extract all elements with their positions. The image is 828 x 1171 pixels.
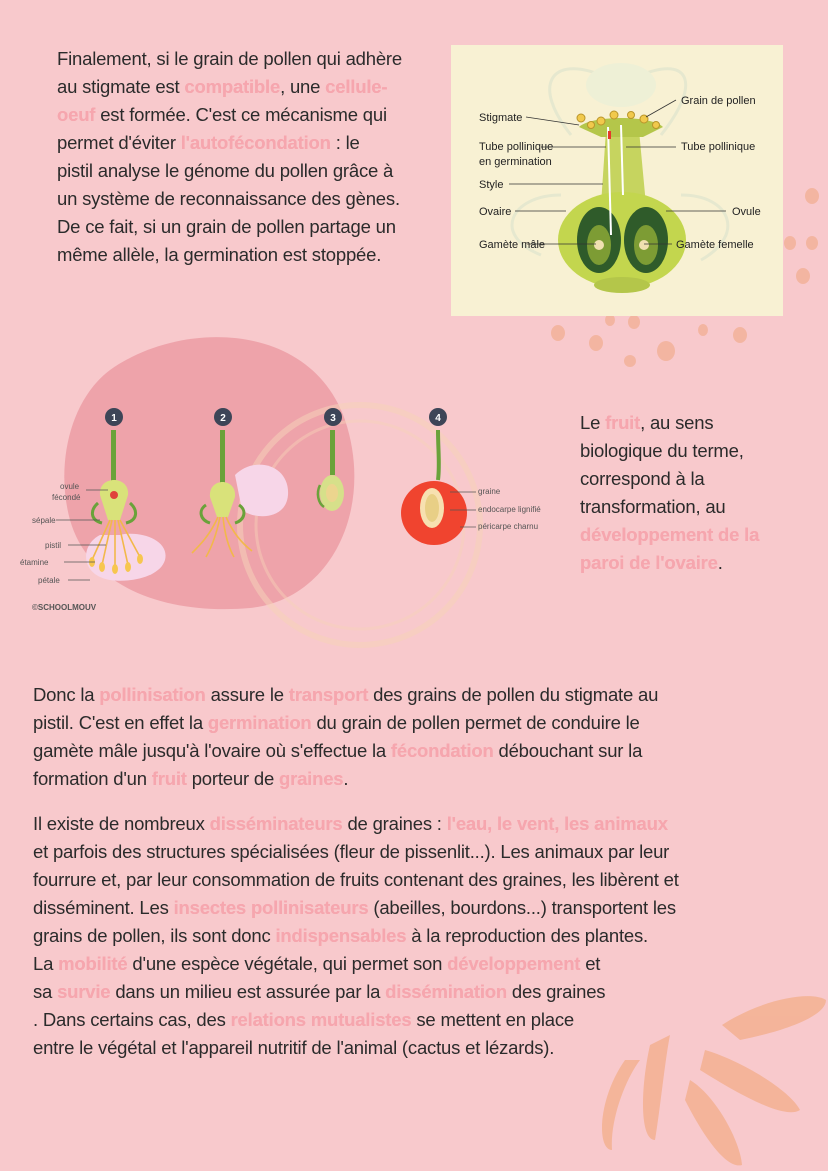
text-line bbox=[580, 409, 820, 437]
stage-3-fruit bbox=[318, 430, 344, 511]
text-run: des graines bbox=[506, 981, 606, 1002]
highlighted-term: fruit bbox=[151, 768, 187, 789]
text-run: : le bbox=[335, 132, 360, 153]
text-run: dans un milieu est assurée par la bbox=[110, 981, 386, 1002]
text-run: au stigmate est bbox=[57, 76, 185, 97]
highlighted-term: paroi de l'ovaire bbox=[580, 552, 718, 573]
text-line bbox=[33, 709, 803, 737]
step-3: 3 bbox=[330, 413, 336, 424]
text-run: sa bbox=[33, 981, 58, 1002]
text-run: assure le bbox=[205, 684, 289, 705]
highlighted-term: oeuf bbox=[57, 104, 96, 125]
label-sepale: sépale bbox=[32, 516, 56, 525]
text-run: Donc la bbox=[33, 684, 100, 705]
text-run: du grain de pollen permet de conduire le bbox=[311, 712, 640, 733]
text-line bbox=[57, 157, 449, 185]
text-run: . bbox=[717, 552, 723, 573]
label-pericarpe: péricarpe charnu bbox=[478, 522, 539, 531]
text-run: . Dans certains cas, des bbox=[33, 1009, 231, 1030]
label-credit: ©SCHOOLMOUV bbox=[32, 603, 97, 612]
text-line bbox=[580, 549, 820, 577]
text-run: formation d'un bbox=[33, 768, 152, 789]
text-line bbox=[33, 1034, 813, 1062]
text-run: un système de reconnaissance des gènes. bbox=[57, 188, 400, 209]
text-run: et parfois des structures spécialisées (fleur de pissenlit...). Les animaux par leur bbox=[33, 841, 670, 862]
text-run: , au sens bbox=[640, 412, 714, 433]
text-run: Finalement, si le grain de pollen qui adhère bbox=[57, 48, 402, 69]
text-line bbox=[57, 241, 449, 269]
intro-paragraph bbox=[57, 45, 449, 269]
text-line bbox=[33, 765, 803, 793]
highlighted-term: insectes pollinisateurs bbox=[173, 897, 369, 918]
label-tube-germination-2: en germination bbox=[479, 156, 552, 168]
highlighted-term: pollinisation bbox=[99, 684, 206, 705]
highlighted-term: l'eau, le vent, les animaux bbox=[446, 813, 668, 834]
text-line bbox=[33, 978, 813, 1006]
text-run: , une bbox=[280, 76, 326, 97]
text-line bbox=[57, 45, 449, 73]
text-run: transformation, au bbox=[580, 496, 726, 517]
text-run: permet d'éviter bbox=[57, 132, 181, 153]
text-line bbox=[57, 73, 449, 101]
label-tube-pollinique: Tube pollinique bbox=[681, 141, 756, 153]
text-run: fourrure et, par leur consommation de fruits contenant des graines, les libèrent et bbox=[33, 869, 679, 890]
text-line bbox=[57, 129, 449, 157]
pollination-paragraph bbox=[33, 681, 803, 793]
text-line bbox=[580, 437, 820, 465]
text-run: à la reproduction des plantes. bbox=[406, 925, 648, 946]
highlighted-term: compatible bbox=[184, 76, 281, 97]
text-line bbox=[33, 1006, 813, 1034]
text-run: disséminent. Les bbox=[33, 897, 174, 918]
text-run: même allèle, la germination est stoppée. bbox=[57, 244, 382, 265]
label-ovule-1: ovule bbox=[60, 482, 80, 491]
pistil-diagram bbox=[451, 45, 783, 316]
fruit-development-diagram bbox=[20, 325, 560, 625]
text-line bbox=[33, 838, 813, 866]
text-line bbox=[57, 213, 449, 241]
step-1: 1 bbox=[111, 413, 117, 424]
text-run: est formée. C'est ce mécanisme qui bbox=[95, 104, 387, 125]
highlighted-term: dissémination bbox=[385, 981, 507, 1002]
text-line bbox=[33, 894, 813, 922]
highlighted-term: survie bbox=[57, 981, 111, 1002]
highlighted-term: fécondation bbox=[390, 740, 494, 761]
text-run: et bbox=[580, 953, 601, 974]
text-line bbox=[580, 465, 820, 493]
highlighted-term: développement bbox=[447, 953, 581, 974]
text-line bbox=[33, 866, 813, 894]
text-line bbox=[580, 493, 820, 521]
text-run: de graines : bbox=[342, 813, 447, 834]
text-run: d'une espèce végétale, qui permet son bbox=[127, 953, 448, 974]
text-run: . bbox=[343, 768, 349, 789]
highlighted-term: cellule- bbox=[325, 76, 388, 97]
highlighted-term: indispensables bbox=[275, 925, 407, 946]
highlighted-term: transport bbox=[288, 684, 369, 705]
highlighted-term: fruit bbox=[605, 412, 641, 433]
label-ovule: Ovule bbox=[732, 206, 761, 218]
step-badges bbox=[105, 408, 447, 426]
text-run: pistil analyse le génome du pollen grâce à bbox=[57, 160, 394, 181]
dissemination-paragraph bbox=[33, 810, 813, 1062]
step-4: 4 bbox=[435, 413, 441, 424]
label-endocarpe: endocarpe lignifié bbox=[478, 505, 541, 514]
text-line bbox=[33, 737, 803, 765]
label-grain-pollen: Grain de pollen bbox=[681, 95, 756, 107]
text-run: biologique du terme, bbox=[580, 440, 744, 461]
stage-2-flower bbox=[192, 430, 288, 557]
text-line bbox=[57, 185, 449, 213]
label-ovule-2: fécondé bbox=[52, 493, 81, 502]
pistil-diagram-svg bbox=[451, 45, 783, 316]
text-run: (abeilles, bourdons...) transportent les bbox=[368, 897, 676, 918]
highlighted-term: mobilité bbox=[58, 953, 128, 974]
label-petale: pétale bbox=[38, 576, 60, 585]
text-run: De ce fait, si un grain de pollen partage un bbox=[57, 216, 396, 237]
text-line bbox=[57, 101, 449, 129]
highlighted-term: germination bbox=[207, 712, 312, 733]
label-pistil: pistil bbox=[45, 541, 62, 550]
stage-1-flower bbox=[86, 430, 165, 581]
highlighted-term: disséminateurs bbox=[209, 813, 343, 834]
text-line bbox=[33, 681, 803, 709]
text-run: correspond à la bbox=[580, 468, 705, 489]
text-run: Il existe de nombreux bbox=[33, 813, 210, 834]
text-run: Le bbox=[580, 412, 606, 433]
text-run: des grains de pollen du stigmate au bbox=[368, 684, 659, 705]
text-line bbox=[33, 922, 813, 950]
highlighted-term: graines bbox=[278, 768, 344, 789]
text-run: entre le végétal et l'appareil nutritif de l'animal (cactus et lézards). bbox=[33, 1037, 555, 1058]
text-line bbox=[33, 950, 813, 978]
text-run: se mettent en place bbox=[411, 1009, 575, 1030]
text-run: débouchant sur la bbox=[493, 740, 643, 761]
stage-4-fruit bbox=[401, 430, 467, 545]
text-line bbox=[580, 521, 820, 549]
label-graine: graine bbox=[478, 487, 501, 496]
highlighted-term: développement de la bbox=[580, 524, 760, 545]
fruit-definition-paragraph bbox=[580, 409, 820, 577]
label-style: Style bbox=[479, 179, 504, 191]
text-run: porteur de bbox=[186, 768, 279, 789]
label-gamete-male: Gamète mâle bbox=[479, 239, 546, 251]
label-stigmate: Stigmate bbox=[479, 112, 523, 124]
label-etamine: étamine bbox=[20, 558, 49, 567]
label-tube-germination-1: Tube pollinique bbox=[479, 141, 554, 153]
step-2: 2 bbox=[220, 413, 226, 424]
text-run: La bbox=[33, 953, 59, 974]
text-run: gamète mâle jusqu'à l'ovaire où s'effectue la bbox=[33, 740, 391, 761]
text-run: grains de pollen, ils sont donc bbox=[33, 925, 276, 946]
text-line bbox=[33, 810, 813, 838]
text-run: pistil. C'est en effet la bbox=[33, 712, 208, 733]
highlighted-term: relations mutualistes bbox=[230, 1009, 412, 1030]
label-gamete-femelle: Gamète femelle bbox=[676, 239, 754, 251]
label-ovaire: Ovaire bbox=[479, 206, 512, 218]
highlighted-term: l'autofécondation bbox=[180, 132, 336, 153]
